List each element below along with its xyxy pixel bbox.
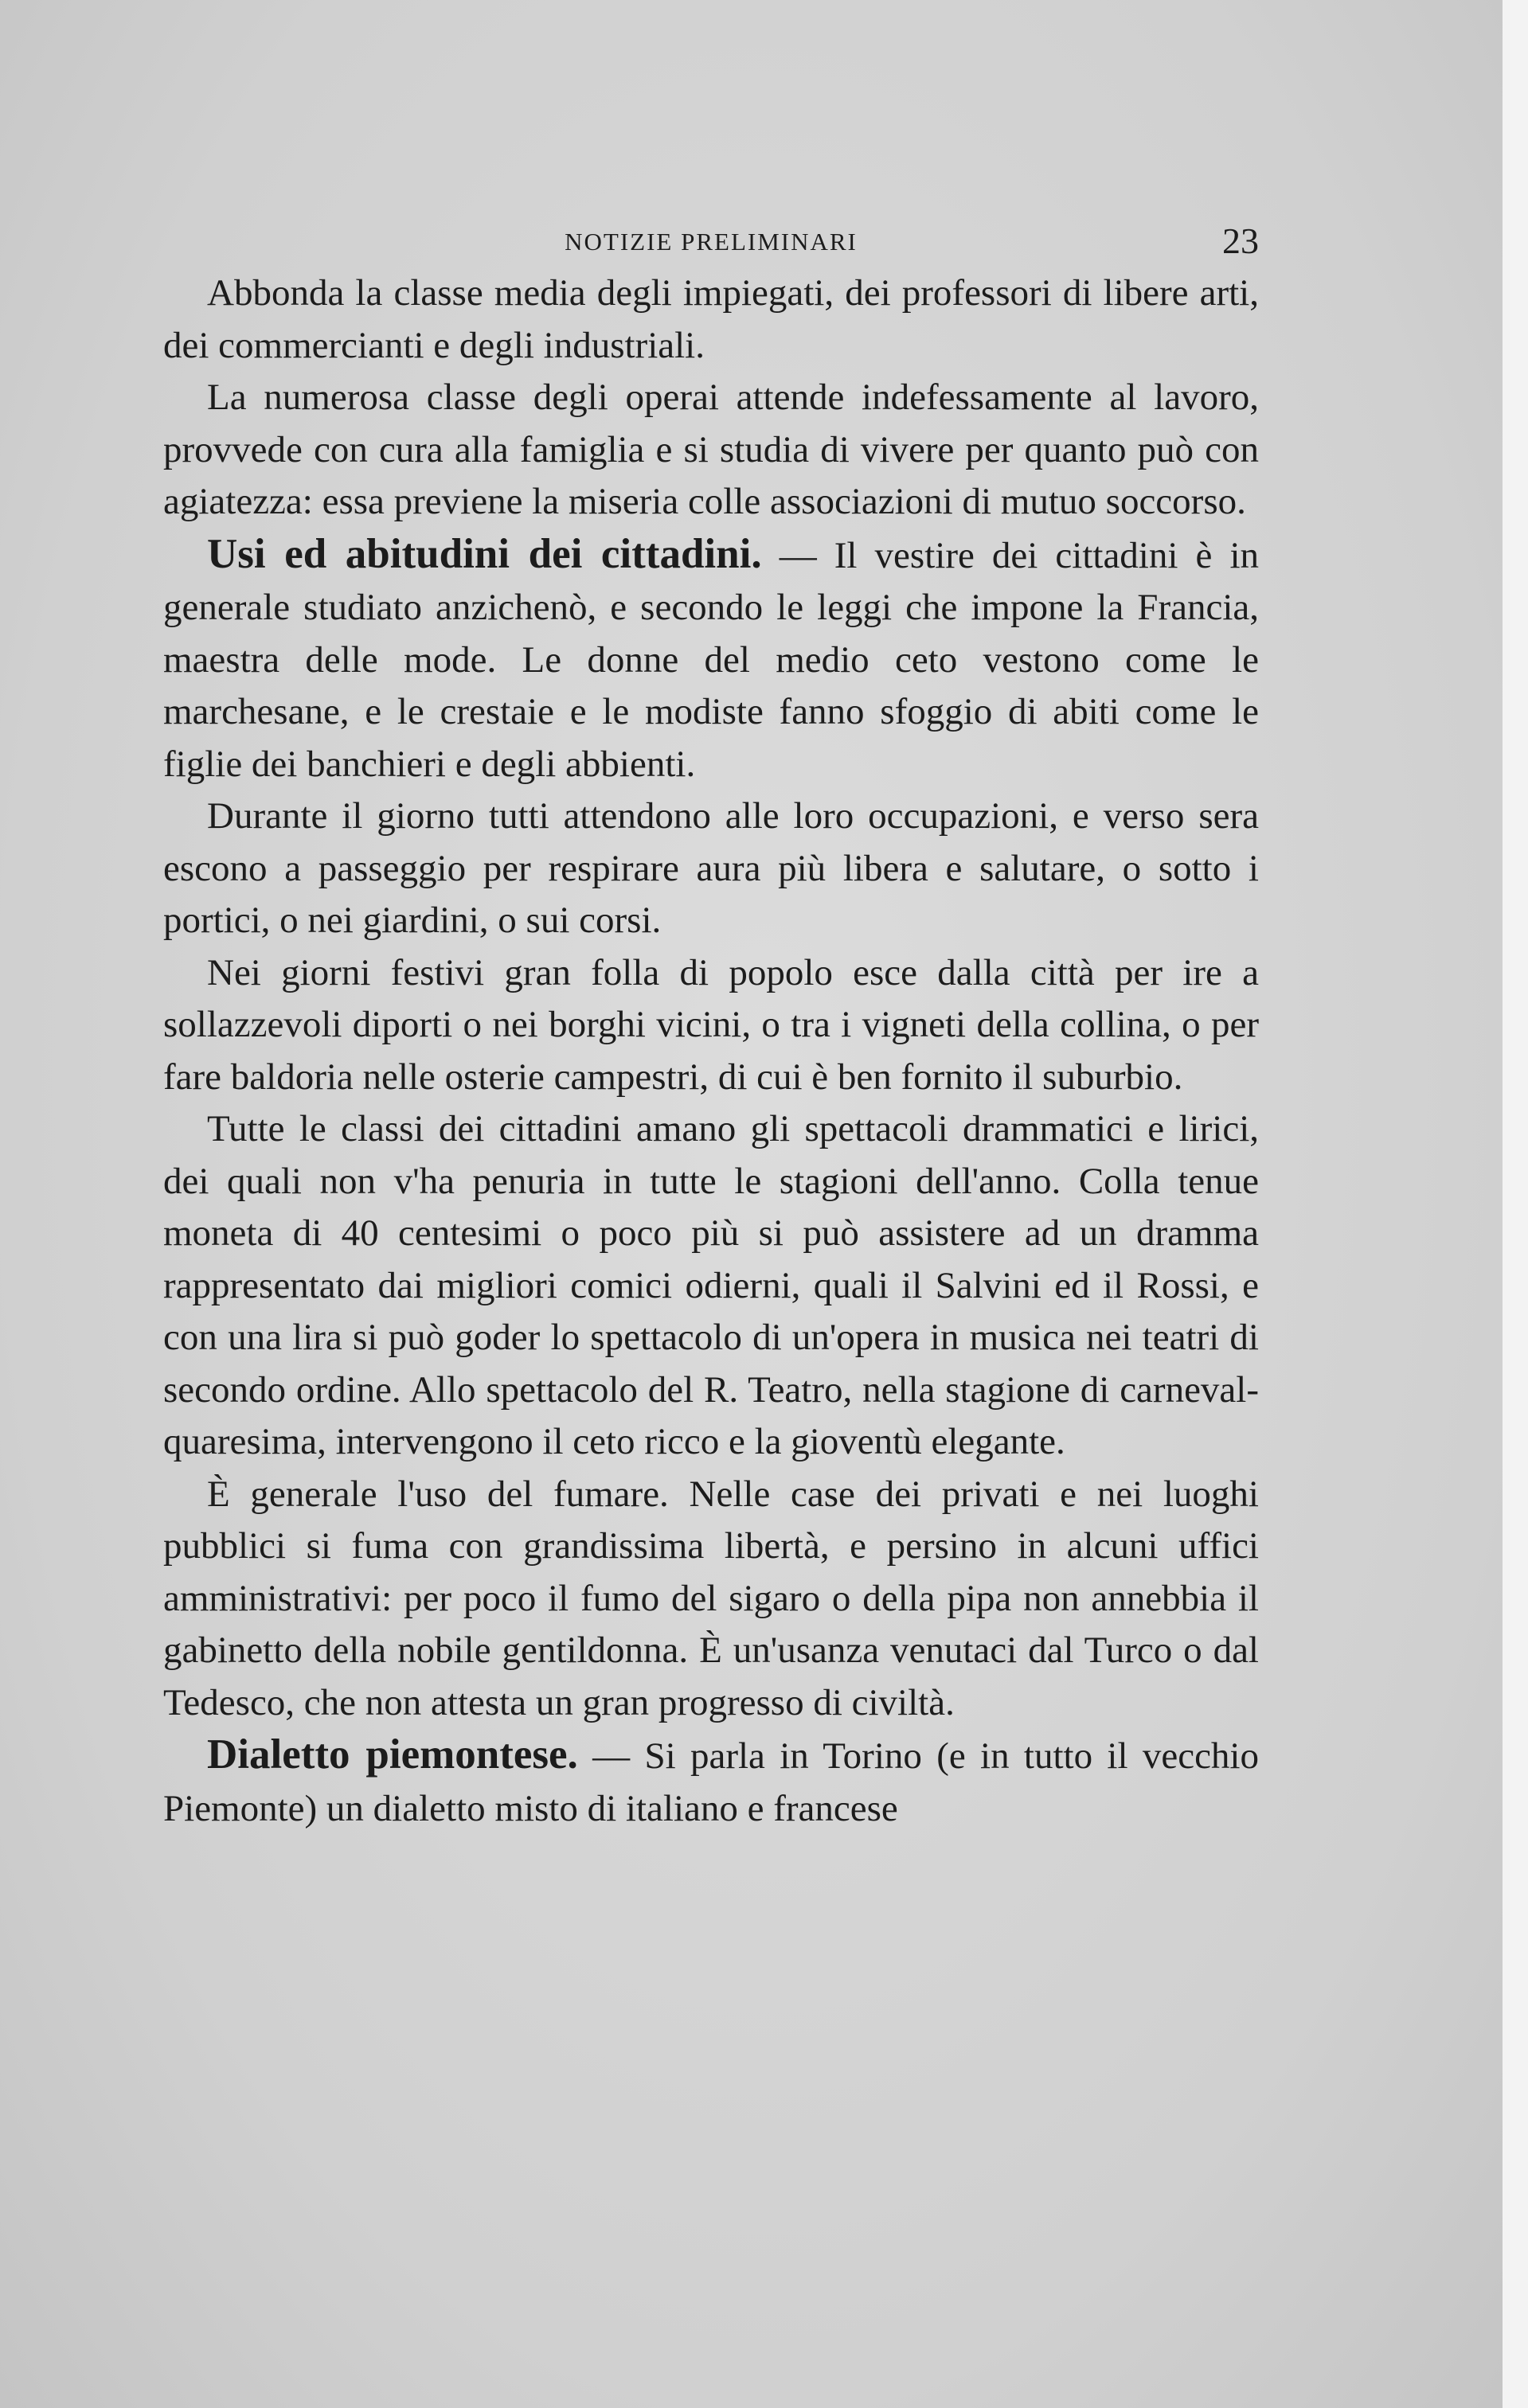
section-text: — Il vestire dei cittadini è in generale studiato anzichenò, e secondo le leggi che impone la Francia, maestra delle mode. Le donne del medio ceto vestono come le marchesane, e le crestaie e le modiste fanno sfoggio di abiti come le figlie dei banchieri e degli abbienti.	[163, 534, 1260, 785]
page-number: 23	[1222, 221, 1259, 261]
paragraph: Nei giorni festivi gran folla di popolo esce dalla città per ire a sollazzevoli diporti o nei borghi vicini, o tra i vigneti della collina, o per fare baldoria nelle osterie campestri, di cui è ben fornito il suburbio.	[163, 951, 1259, 1098]
section-title: Dialetto piemontese.	[207, 1731, 578, 1778]
section-text: — Si parla in Torino (e in tutto il vecchio Piemonte) un dialetto misto di italiano e francese	[163, 1735, 1259, 1829]
page-edge	[1503, 0, 1528, 2408]
running-head: NOTIZIE PRELIMINARI	[565, 228, 858, 256]
paragraph: Abbonda la classe media degli impiegati, dei professori di libere arti, dei commercianti e degli industriali.	[163, 272, 1259, 366]
paragraph: È generale l'uso del fumare. Nelle case dei privati e nei luoghi pubblici si fuma con grandissima libertà, e persino in alcuni uffici amministrativi: per poco il fumo del sigaro o della pipa non annebbia il gabinetto della nobile gentildonna. È un'usanza venutaci dal Turco o dal Tedesco, che non attesta un gran progresso di civiltà.	[163, 1473, 1259, 1723]
paragraph: La numerosa classe degli operai attende indefessamente al lavoro, provvede con cura alla famiglia e si studia di vivere per quanto può con agiatezza: essa previene la miseria colle associazioni di mutuo soccorso.	[163, 377, 1259, 522]
page-header	[163, 220, 1259, 267]
paragraph: Durante il giorno tutti attendono alle loro occupazioni, e verso sera escono a passeggio per respirare aura più libera e salutare, o sotto i portici, o nei giardini, o sui corsi.	[163, 795, 1259, 941]
paragraph: Tutte le classi dei cittadini amano gli spettacoli drammatici e lirici, dei quali non v'ha penuria in tutte le stagioni dell'anno. Colla tenue moneta di 40 centesimi o poco più si può assistere ad un dramma rappresentato dai migliori comici odierni, quali il Salvini ed il Rossi, e con una lira si può goder lo spettacolo di un'opera in musica nei teatri di secondo ordine. Allo spettacolo del R. Teatro, nella stagione di carneval-quaresima, intervengono il ceto ricco e la gioventù elegante.	[163, 1108, 1259, 1462]
section-paragraph	[163, 1729, 1259, 1835]
section-paragraph	[163, 529, 1259, 791]
section-title: Usi ed abitudini dei cittadini.	[207, 530, 762, 577]
body-text	[163, 267, 1259, 1835]
